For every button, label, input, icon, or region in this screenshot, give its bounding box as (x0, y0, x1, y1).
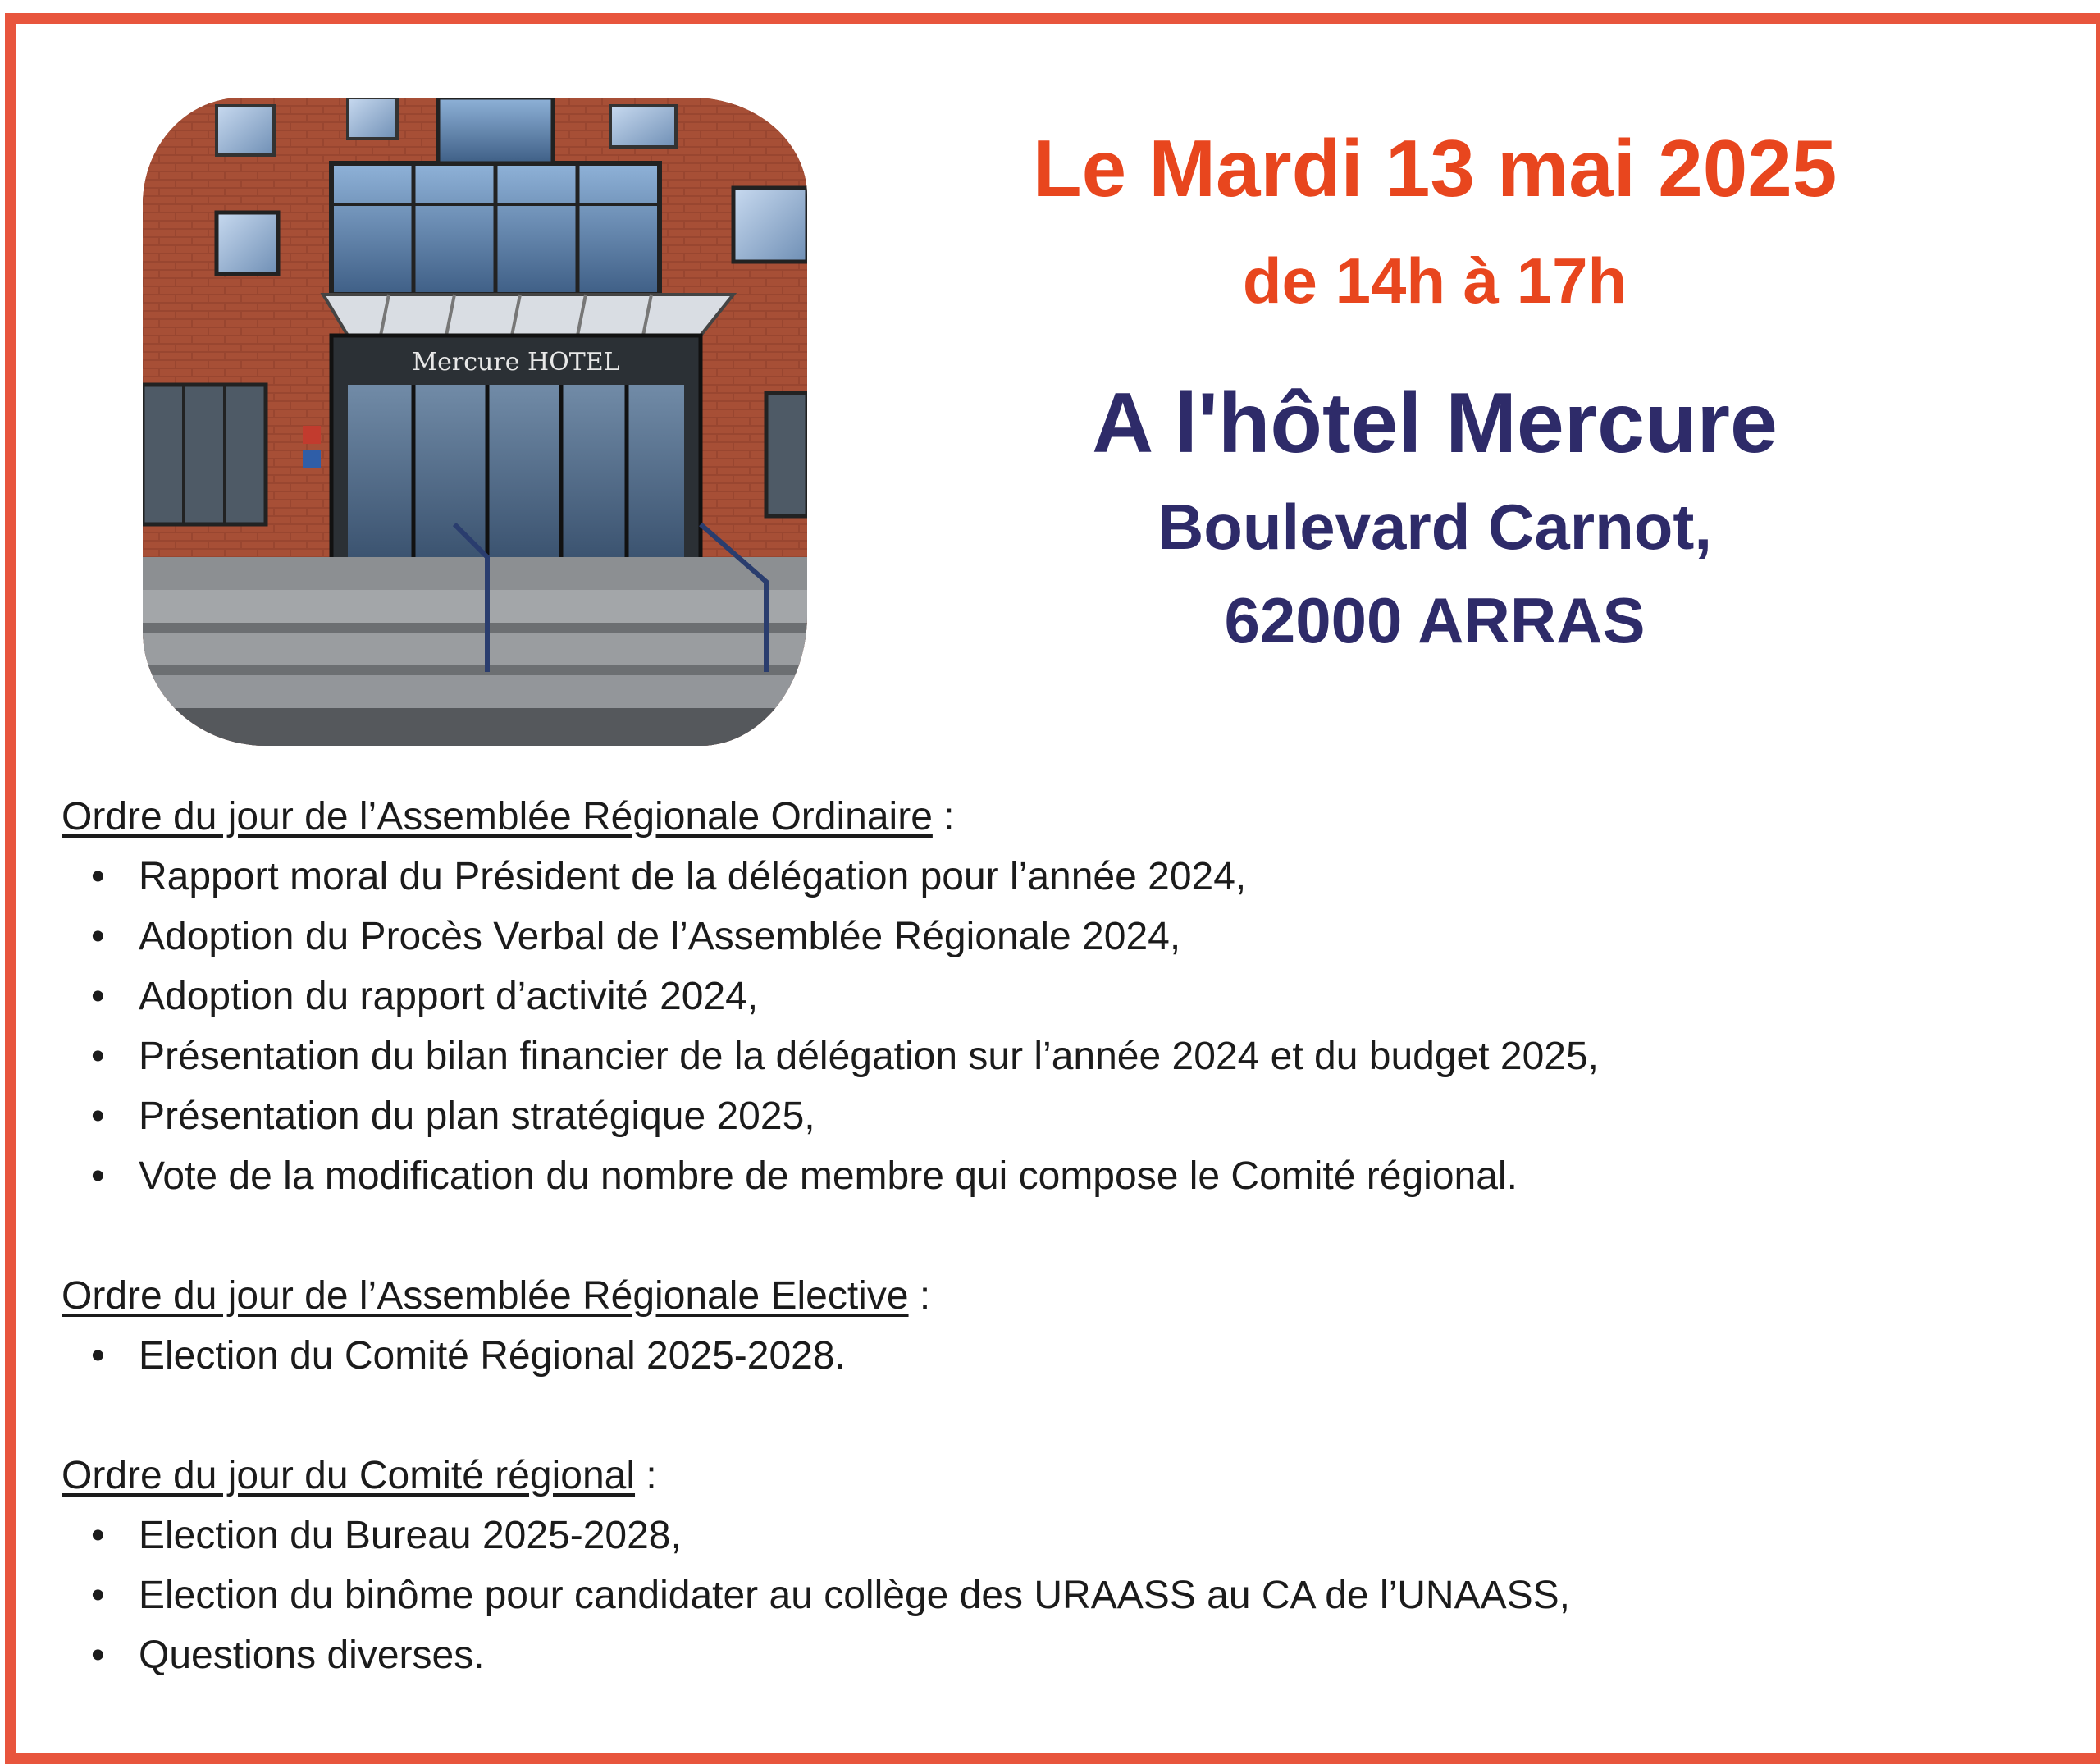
event-time: de 14h à 17h (1242, 244, 1628, 317)
list-item: • Rapport moral du Président de la délégation pour l’année 2024, (139, 847, 1965, 907)
list-item: • Election du Bureau 2025-2028, (139, 1506, 1965, 1565)
list-item: • Election du binôme pour candidater au collège des URAASS au CA de l’UNAASS, (139, 1565, 1965, 1625)
page-frame (5, 13, 2100, 1764)
hotel-photo (143, 98, 807, 746)
list-item: • Adoption du Procès Verbal de l’Assemblée Régionale 2024, (139, 907, 1965, 967)
list-item: • Election du Comité Régional 2025-2028. (139, 1326, 1965, 1386)
hotel-sign-text: Mercure HOTEL (412, 348, 620, 377)
section-title-comite: Ordre du jour du Comité régional : (62, 1454, 657, 1497)
list-item: • Présentation du bilan financier de la délégation sur l’année 2024 et du budget 2025, (139, 1026, 1965, 1086)
spacer (62, 1386, 1965, 1446)
event-date: Le Mardi 13 mai 2025 (1032, 123, 1838, 213)
agenda-list-comite (62, 1506, 1965, 1685)
list-item: • Vote de la modification du nombre de membre qui compose le Comité régional. (139, 1146, 1965, 1206)
event-city: 62000 ARRAS (1224, 584, 1646, 656)
agenda-list-ordinaire (62, 847, 1965, 1206)
agenda (62, 787, 1965, 1685)
section-title-ordinaire: Ordre du jour de l’Assemblée Régionale Ordinaire : (62, 795, 955, 839)
event-street: Boulevard Carnot, (1157, 491, 1713, 563)
list-item: • Questions diverses. (139, 1625, 1965, 1685)
list-item: • Adoption du rapport d’activité 2024, (139, 967, 1965, 1026)
list-item: • Présentation du plan stratégique 2025, (139, 1086, 1965, 1146)
event-venue: A l'hôtel Mercure (1092, 376, 1778, 471)
section-title-elective: Ordre du jour de l’Assemblée Régionale Elective : (62, 1274, 931, 1318)
agenda-list-elective (62, 1326, 1965, 1386)
spacer (62, 1206, 1965, 1266)
